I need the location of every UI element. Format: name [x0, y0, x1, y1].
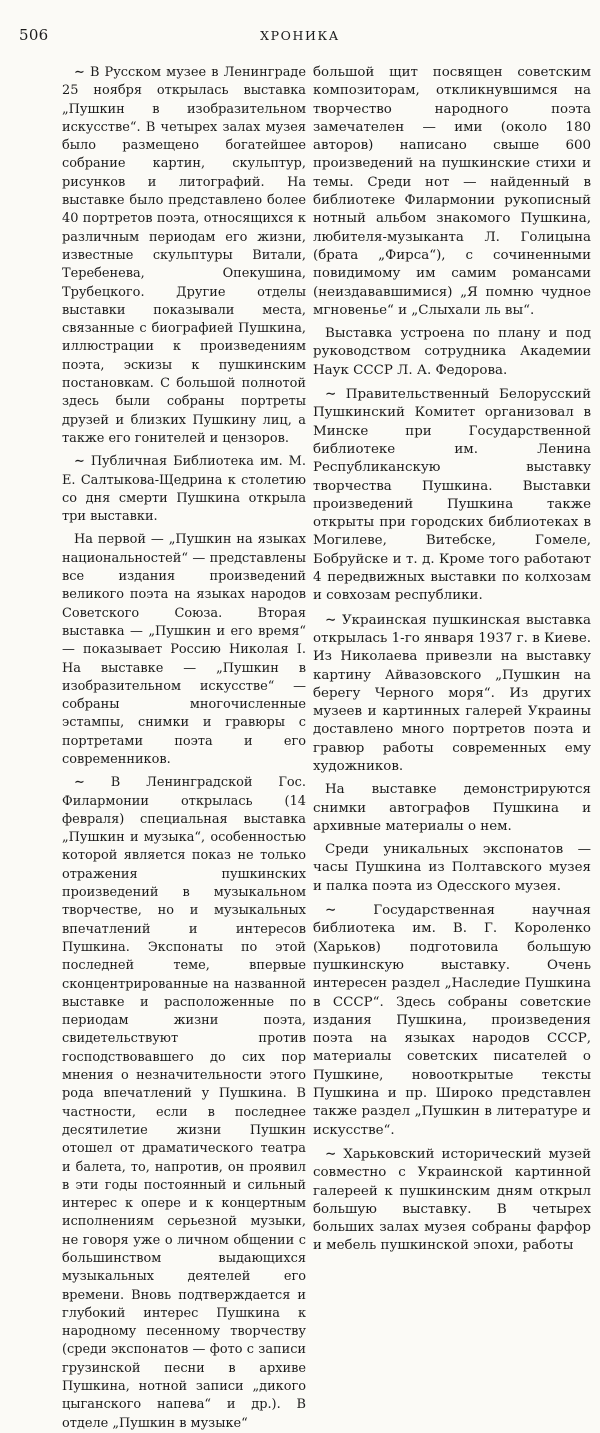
- paragraph: [62, 453, 306, 526]
- left-column: [62, 64, 306, 1431]
- paragraph-text: В Русском музее в Ленинграде 25 ноября открылась выставка „Пушкин в изобразительном искусстве“. В четырех залах музея было размещено богатейшее собрание картин, скульптур, рисунков и литографий. На выставке было представлено более 40 портретов поэта, относящихся к различным периодам его жизни, известные скульптуры Витали, Теребенева, Опекушина, Трубецкого. Другие отделы выставки показывали места, связанные с биографией Пушкина, иллюстрации к произведениям поэта, эскизы к пушкинским постановкам. С большой полнотой здесь были собраны портреты друзей и близких Пушкину лиц, а также его гонителей и цензоров.: [62, 65, 306, 446]
- right-column: [313, 64, 592, 1254]
- running-title: ХРОНИКА: [260, 28, 340, 43]
- paragraph: [62, 531, 306, 769]
- paragraph: [313, 611, 591, 777]
- item-mark: ∼: [325, 1145, 337, 1162]
- item-mark: ∼: [325, 386, 337, 403]
- item-mark: ∼: [325, 611, 337, 628]
- paragraph: [313, 901, 591, 1140]
- paragraph-text: большой щит посвящен советским композиторам, откликнувшимся на творчество народного поэта замечателен — ими (около 180 авторов) написано свыше 600 произведений на пушкинские стихи и темы. Среди нот — найденный в библиотеке Филармонии рукописный нотный альбом знакомого Пушкина, любителя-музыканта Л. Голицына (брата „Фирса“), с сочиненными повидимому им самим романсами (неиздававшимися) „Я помню чудное мгновенье“ и „Слыхали ль вы“.: [313, 65, 591, 318]
- paragraph-text: Правительственный Белорусский Пушкинский Комитет организовал в Минске при Государственной библиотеке им. Ленина Республиканскую выставку творчества Пушкина. Выставки произведений Пушкина также открыты при городских библиотеках в Могилеве, Витебске, Гомеле, Бобруйске и т. д. Кроме того работают 4 передвижных выставки по колхозам и совхозам республики.: [313, 387, 591, 604]
- paragraph-text: На выставке демонстрируются снимки автографов Пушкина и архивные материалы о нем.: [313, 782, 591, 834]
- paragraph: [313, 64, 591, 320]
- item-mark: ∼: [325, 902, 337, 919]
- paragraph: [313, 1145, 591, 1256]
- paragraph-text: Украинская пушкинская выставка открылась 1-го января 1937 г. в Киеве. Из Николаева привезли на выставку картину Айвазовского „Пушкин на берегу Черного моря“. Из других музеев и картинных галерей Украины доставлено много портретов поэта и гравюр работы современных ему художников.: [313, 612, 592, 774]
- paragraph-text: Харьковский исторический музей совместно с Украинской картинной галерeей к пушкинским дням открыл большую выставку. В четырех больших залах музея собраны фарфор и мебель пушкинской эпохи, работы: [313, 1146, 591, 1254]
- paragraph: [313, 841, 591, 896]
- paragraph-text: Выставка устроена по плану и под руководством сотрудника Академии Наук СССР Л. А. Федорова.: [313, 326, 591, 378]
- paragraph: [62, 64, 306, 448]
- paragraph: [62, 774, 306, 1433]
- paragraph-text: Среди уникальных экспонатов — часы Пушкина из Полтавского музея и палка поэта из Одесского музея.: [313, 842, 591, 894]
- paragraph-text: В Ленинградской Гос. Филармонии открылась (14 февраля) специальная выставка „Пушкин и музыка“, особенностью которой является показ не только отражения пушкинских произведений в музыкальном творчестве, но и музыкальных впечатлений и интересов Пушкина. Экспонаты по этой последней теме, впервые сконцентрированные на названной выставке и расположенные по периодам жизни поэта, свидетельствуют против господствовавшего до сих пор мнения о незначительности этого рода впечатлений у Пушкина. В частности, если в последнее десятилетие жизни Пушкин отошел от драматического театра и балета, то, напротив, он проявил в эти годы постоянный и сильный интерес к опере и к концертным исполнениям серьезной музыки, не говоря уже о личном общении с большинством выдающихся музыкальных деятелей его времени. Вновь подтверждается и глубокий интерес Пушкина к народному песенному творчеству (среди экспонатов — фото с записи грузинской песни в архиве Пушкина, нотной записи „дикого цыганского напева“ и др.). В отделе „Пушкин в музыке“: [62, 775, 306, 1431]
- paragraph-text: Публичная Библиотека им. М. Е. Салтыкова-Щедрина к столетию со дня смерти Пушкина открыла три выставки.: [62, 454, 306, 525]
- paragraph-text: Государственная научная библиотека им. В. Г. Короленко (Харьков) подготовила большую пушкинскую выставку. Очень интересен раздел „Наследие Пушкина в СССР“. Здесь собраны советские издания Пушкина, произведения поэта на языках народов СССР, материалы советских писателей о Пушкине, новооткрытые тексты Пушкина и пр. Широко представлен также раздел „Пушкин в литературе и искусстве“.: [313, 903, 591, 1138]
- item-mark: ∼: [74, 454, 85, 470]
- page-number: 506: [19, 26, 49, 44]
- paragraph-text: На первой — „Пушкин на языках национальностей“ — представлены все издания произведений великого поэта на языках народов Советского Союза. Вторая выставка — „Пушкин и его время“ — показывает Россию Николая I. На выставке — „Пушкин в изобразительном искусстве“ — собраны многочисленные эстампы, снимки и гравюры с портретами поэта и его современников.: [62, 532, 306, 767]
- item-mark: ∼: [74, 65, 85, 80]
- page-header: [0, 26, 600, 46]
- paragraph: [313, 325, 591, 380]
- paragraph: [313, 781, 591, 836]
- paragraph: [313, 385, 591, 606]
- item-mark: ∼: [74, 775, 85, 791]
